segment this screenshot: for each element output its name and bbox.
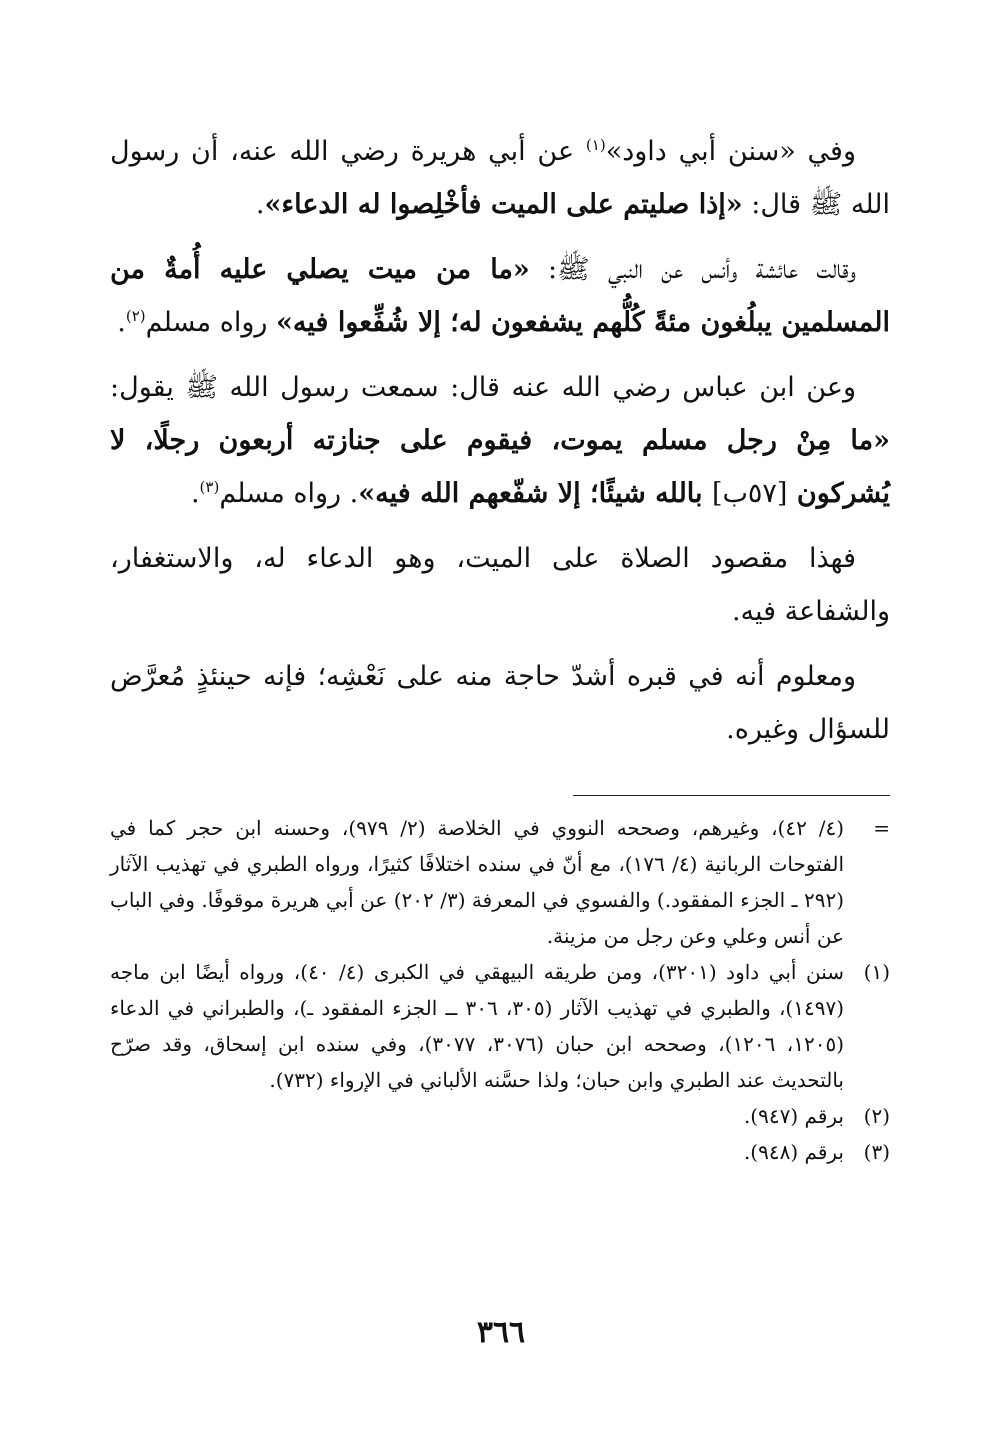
- paragraph-2: [110, 243, 890, 349]
- text-run: وقالت عائشة وأنس عن النبي ﷺ:: [529, 254, 856, 285]
- footnote-text: سنن أبي داود (٣٢٠١)، ومن طريقه البيهقي في الكبرى (٤/ ٤٠)، ورواه أيضًا ابن ماجه (١٤٩٧)، والطبري في تهذيب الآثار (٣٠٥، ٣٠٦ ــ الجزء المفقود ـ)، والطبراني في الدعاء (١٢٠٥، ١٢٠٦)، وصححه ابن حبان (٣٠٧٦، ٣٠٧٧)، وفي سنده ابن إسحاق، وقد صرّح بالتحديث عند الطبري وابن حبان؛ ولذا حسَّنه الألباني في الإرواء (٧٣٢).: [110, 960, 845, 1092]
- paragraph-5: [110, 650, 890, 756]
- hadith-quote: بالله شيئًا؛ إلا شفّعهم الله فيه»: [358, 478, 712, 509]
- footnote-continuation: [110, 810, 890, 954]
- text-run: وعن ابن عباس رضي الله عنه قال: سمعت رسول الله ﷺ يقول:: [110, 372, 856, 403]
- footnote-text: برقم (٩٤٧).: [743, 1104, 844, 1128]
- text-run: فهذا مقصود الصلاة على الميت، وهو الدعاء له، والاستغفار، والشفاعة فيه.: [110, 543, 890, 627]
- footnote-mark: =: [873, 816, 890, 840]
- footnote-2: [110, 1098, 890, 1134]
- footnote-ref-2: (٢): [125, 307, 146, 325]
- hadith-quote: «ما من ميت يصلي عليه أُمةٌ من المسلمين يبلُغون مئةً كُلُّهم يشفعون له؛ إلا شُفِّعوا فيه»: [110, 254, 890, 338]
- footnote-mark: (١): [863, 960, 890, 984]
- text-run: رواه مسلم: [145, 307, 277, 338]
- paragraph-1: [110, 125, 890, 231]
- manuscript-folio-marker: [٥٧ب]: [711, 478, 788, 509]
- text-run: عن أبي هريرة رضي الله عنه، أن رسول الله ﷺ قال:: [110, 136, 890, 220]
- paragraph-3: [110, 361, 890, 520]
- text-run: . رواه مسلم: [219, 478, 359, 509]
- footnote-ref-3: (٣): [199, 478, 220, 496]
- hadith-quote: «إذا صليتم على الميت فأخْلِصوا له الدعاء»: [264, 189, 743, 220]
- text-run: .: [117, 307, 126, 338]
- footnote-3: [110, 1134, 890, 1170]
- footnote-mark: (٢): [863, 1104, 890, 1128]
- text-run: وفي «سنن أبي داود»: [605, 136, 857, 167]
- main-text: [110, 125, 890, 768]
- page-number: ٣٦٦: [476, 1315, 526, 1350]
- footnote-text: (٤/ ٤٢)، وغيرهم، وصححه النووي في الخلاصة (٢/ ٩٧٩)، وحسنه ابن حجر كما في الفتوحات الربانية (٤/ ١٧٦)، مع أنّ في سنده اختلافًا كثيرًا، ورواه الطبري في تهذيب الآثار (٢٩٢ ـ الجزء المفقود.) والفسوي في المعرفة (٣/ ٢٠٢) عن أبي هريرة موقوفًا. وفي الباب عن أنس وعلي وعن رجل من مزينة.: [110, 816, 845, 948]
- hadith-quote: «ما مِنْ رجل مسلم يموت، فيقوم على جنازته أربعون رجلًا، لا يُشركون: [110, 425, 890, 509]
- text-run: .: [255, 189, 265, 220]
- paragraph-4: [110, 532, 890, 638]
- text-run: ومعلوم أنه في قبره أشدّ حاجة منه على نَعْشِه؛ فإنه حينئذٍ مُعرَّض للسؤال وغيره.: [110, 661, 890, 745]
- footnote-1: [110, 954, 890, 1098]
- text-run: .: [190, 478, 200, 509]
- footnote-separator: [573, 795, 890, 796]
- footnotes: [110, 810, 890, 1170]
- footnote-text: برقم (٩٤٨).: [743, 1140, 844, 1164]
- footnote-ref-1: (١): [585, 136, 606, 154]
- footnote-mark: (٣): [863, 1140, 890, 1164]
